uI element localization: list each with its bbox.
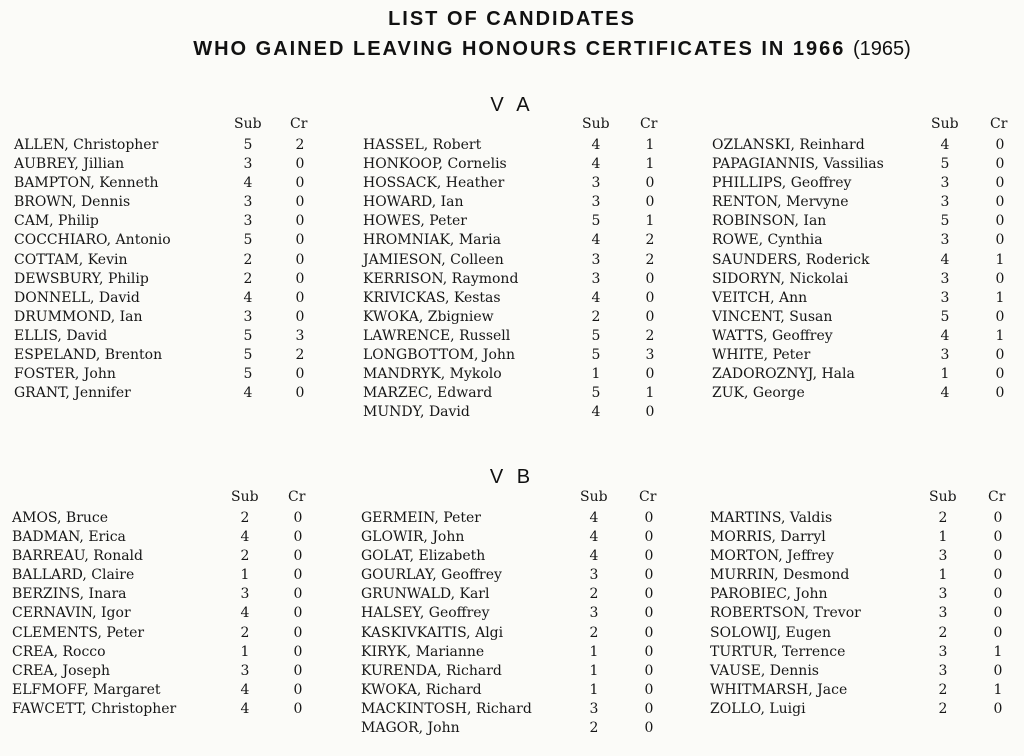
sub-count: 1: [240, 643, 250, 660]
sub-count: 3: [589, 605, 599, 622]
cr-count: 0: [995, 366, 1005, 383]
candidate-name: ZADOROZNYJ, Hala: [712, 366, 855, 383]
candidate-name: ELLIS, David: [14, 327, 108, 344]
candidate-name: BROWN, Dennis: [14, 194, 131, 211]
sub-count: 2: [591, 308, 601, 325]
sub-count: 5: [940, 156, 950, 173]
section-label-vb: V B: [489, 466, 535, 488]
sub-count: 4: [589, 548, 599, 565]
cr-count: 0: [645, 270, 655, 287]
cr-count: 1: [645, 137, 655, 153]
sub-count: 3: [589, 567, 599, 584]
cr-count: 0: [293, 662, 303, 679]
candidate-name: FAWCETT, Christopher: [12, 700, 177, 717]
cr-count: 0: [644, 510, 654, 526]
cr-count: 0: [293, 624, 303, 641]
candidate-name: GRUNWALD, Karl: [361, 586, 490, 603]
candidate-name: MUNDY, David: [363, 404, 470, 421]
sub-count: 1: [940, 366, 950, 383]
cr-count: 0: [995, 137, 1005, 153]
cr-count: 0: [993, 700, 1003, 717]
candidate-name: MARZEC, Edward: [363, 385, 493, 402]
candidate-name: VINCENT, Susan: [712, 308, 833, 325]
candidate-name: VAUSE, Dennis: [710, 662, 819, 679]
candidate-name: BARREAU, Ronald: [12, 548, 143, 565]
candidate-name: CREA, Joseph: [12, 662, 110, 679]
cr-count: 0: [295, 270, 305, 287]
cr-count: 0: [995, 270, 1005, 287]
candidate-name: WHITE, Peter: [712, 347, 811, 364]
candidate-name: HONKOOP, Cornelis: [363, 156, 507, 173]
sub-count: 4: [243, 289, 253, 306]
candidate-name: BAMPTON, Kenneth: [14, 175, 159, 192]
sub-count: 3: [940, 232, 950, 249]
sub-count: 4: [591, 137, 601, 153]
candidate-name: GOURLAY, Geoffrey: [361, 567, 502, 584]
cr-count: 0: [993, 567, 1003, 584]
sub-count: 3: [938, 548, 948, 565]
candidate-name: KWOKA, Richard: [361, 681, 482, 698]
cr-count: 0: [293, 643, 303, 660]
candidate-name: FOSTER, John: [14, 366, 116, 383]
document-title: LIST OF CANDIDATES: [388, 8, 636, 30]
candidate-name: BADMAN, Erica: [12, 529, 126, 546]
candidate-name: GOLAT, Elizabeth: [361, 548, 486, 565]
cr-count: 1: [645, 156, 655, 173]
candidate-name: KIRYK, Marianne: [361, 643, 485, 660]
sub-count: 2: [240, 624, 250, 641]
sub-count: 4: [240, 529, 250, 546]
sub-count: 1: [938, 567, 948, 584]
sub-count: 2: [243, 270, 253, 287]
cr-count: 0: [645, 308, 655, 325]
cr-count: 0: [995, 347, 1005, 364]
candidate-name: COCCHIARO, Antonio: [14, 232, 171, 249]
candidate-name: MAGOR, John: [361, 720, 460, 737]
candidate-name: DEWSBURY, Philip: [14, 270, 149, 287]
sub-count: 3: [940, 289, 950, 306]
sub-count: 2: [589, 720, 599, 737]
cr-count: 0: [995, 213, 1005, 230]
candidate-name: MURRIN, Desmond: [710, 567, 850, 584]
candidate-name: MARTINS, Valdis: [710, 510, 833, 526]
candidate-name: MANDRYK, Mykolo: [363, 366, 502, 383]
sub-header: Sub: [931, 116, 959, 132]
sub-count: 3: [243, 156, 253, 173]
candidate-name: GLOWIR, John: [361, 529, 465, 546]
cr-header: Cr: [640, 116, 658, 132]
candidate-name: CREA, Rocco: [12, 643, 106, 660]
sub-count: 1: [240, 567, 250, 584]
sub-count: 3: [243, 308, 253, 325]
cr-count: 0: [644, 605, 654, 622]
sub-count: 5: [243, 327, 253, 344]
section-label-va: V A: [490, 94, 534, 116]
sub-count: 3: [938, 586, 948, 603]
sub-count: 3: [240, 586, 250, 603]
cr-count: 0: [995, 232, 1005, 249]
candidate-name: MORTON, Jeffrey: [710, 548, 834, 565]
candidate-name: OZLANSKI, Reinhard: [712, 137, 865, 153]
sub-count: 2: [938, 624, 948, 641]
sub-count: 3: [591, 251, 601, 268]
cr-count: 0: [993, 510, 1003, 526]
cr-count: 0: [295, 289, 305, 306]
sub-count: 3: [591, 194, 601, 211]
sub-count: 3: [938, 605, 948, 622]
candidate-name: LONGBOTTOM, John: [363, 347, 515, 364]
cr-count: 0: [295, 308, 305, 325]
sub-count: 2: [240, 510, 250, 526]
sub-count: 2: [589, 624, 599, 641]
candidate-name: SAUNDERS, Roderick: [712, 251, 870, 268]
candidate-name: HOSSACK, Heather: [363, 175, 505, 192]
sub-count: 1: [589, 681, 599, 698]
sub-count: 5: [591, 385, 601, 402]
cr-count: 0: [645, 289, 655, 306]
candidate-name: KWOKA, Zbigniew: [363, 308, 494, 325]
cr-count: 1: [995, 289, 1005, 306]
candidate-name: CERNAVIN, Igor: [12, 605, 131, 622]
cr-count: 0: [993, 586, 1003, 603]
sub-count: 1: [589, 662, 599, 679]
sub-count: 4: [589, 529, 599, 546]
sub-count: 2: [938, 510, 948, 526]
sub-count: 3: [938, 643, 948, 660]
cr-count: 0: [644, 567, 654, 584]
cr-count: 0: [645, 175, 655, 192]
sub-count: 3: [940, 270, 950, 287]
candidate-name: KERRISON, Raymond: [363, 270, 519, 287]
sub-count: 5: [591, 347, 601, 364]
sub-count: 4: [940, 251, 950, 268]
candidate-name: JAMIESON, Colleen: [363, 251, 504, 268]
cr-count: 0: [644, 548, 654, 565]
sub-count: 5: [591, 327, 601, 344]
cr-count: 1: [645, 385, 655, 402]
candidate-name: HOWES, Peter: [363, 213, 467, 230]
cr-count: 0: [293, 700, 303, 717]
candidate-name: VEITCH, Ann: [712, 289, 808, 306]
cr-count: 0: [293, 567, 303, 584]
sub-count: 4: [240, 605, 250, 622]
cr-count: 0: [293, 605, 303, 622]
sub-header: Sub: [231, 489, 259, 505]
candidate-name: ROBERTSON, Trevor: [710, 605, 861, 622]
sub-header: Sub: [580, 489, 608, 505]
sub-count: 1: [591, 366, 601, 383]
sub-count: 4: [940, 385, 950, 402]
cr-count: 0: [995, 175, 1005, 192]
sub-count: 1: [938, 529, 948, 546]
candidate-name: AMOS, Bruce: [12, 510, 109, 526]
cr-count: 0: [995, 194, 1005, 211]
candidate-name: MORRIS, Darryl: [710, 529, 826, 546]
cr-count: 0: [995, 385, 1005, 402]
sub-count: 4: [591, 404, 601, 421]
candidate-name: PAROBIEC, John: [710, 586, 828, 603]
cr-header: Cr: [988, 489, 1006, 505]
cr-count: 0: [644, 662, 654, 679]
sub-header: Sub: [234, 116, 262, 132]
cr-count: 0: [644, 720, 654, 737]
year-note: (1965): [852, 38, 911, 60]
candidate-name: ZUK, George: [712, 385, 805, 402]
sub-count: 2: [589, 586, 599, 603]
cr-count: 0: [993, 529, 1003, 546]
candidate-name: CLEMENTS, Peter: [12, 624, 145, 641]
cr-count: 0: [293, 510, 303, 526]
cr-header: Cr: [990, 116, 1008, 132]
cr-count: 2: [645, 232, 655, 249]
sub-count: 3: [591, 270, 601, 287]
cr-count: 0: [293, 681, 303, 698]
sub-count: 3: [243, 194, 253, 211]
candidate-name: PHILLIPS, Geoffrey: [712, 175, 852, 192]
cr-count: 0: [295, 175, 305, 192]
sub-count: 4: [240, 681, 250, 698]
sub-count: 4: [591, 289, 601, 306]
sub-count: 3: [938, 662, 948, 679]
sub-count: 4: [591, 232, 601, 249]
sub-count: 5: [591, 213, 601, 230]
cr-count: 0: [644, 624, 654, 641]
sub-count: 2: [243, 251, 253, 268]
candidate-name: HASSEL, Robert: [363, 137, 482, 153]
sub-count: 5: [243, 366, 253, 383]
candidate-name: GRANT, Jennifer: [14, 385, 131, 402]
document-subtitle: [0, 38, 1024, 61]
sub-count: 5: [243, 137, 253, 153]
subtitle-text: WHO GAINED LEAVING HONOURS CERTIFICATES IN 1966: [193, 38, 846, 60]
cr-count: 0: [645, 194, 655, 211]
candidate-name: TURTUR, Terrence: [710, 643, 846, 660]
cr-header: Cr: [290, 116, 308, 132]
cr-count: 0: [644, 681, 654, 698]
sub-count: 2: [938, 700, 948, 717]
cr-count: 0: [295, 232, 305, 249]
sub-count: 4: [589, 510, 599, 526]
candidate-name: KASKIVKAITIS, Algi: [361, 624, 504, 641]
candidate-name: AUBREY, Jillian: [14, 156, 125, 173]
candidate-name: COTTAM, Kevin: [14, 251, 128, 268]
cr-count: 0: [645, 366, 655, 383]
sub-count: 4: [243, 385, 253, 402]
candidate-name: LAWRENCE, Russell: [363, 327, 511, 344]
cr-count: 0: [993, 662, 1003, 679]
sub-count: 3: [589, 700, 599, 717]
cr-count: 0: [993, 548, 1003, 565]
candidate-name: DONNELL, David: [14, 289, 140, 306]
cr-count: 1: [995, 327, 1005, 344]
sub-header: Sub: [582, 116, 610, 132]
sub-count: 5: [940, 308, 950, 325]
sub-count: 5: [243, 232, 253, 249]
candidate-name: ESPELAND, Brenton: [14, 347, 163, 364]
candidate-name: BALLARD, Claire: [12, 567, 135, 584]
cr-count: 0: [644, 586, 654, 603]
candidate-name: WATTS, Geoffrey: [712, 327, 833, 344]
candidate-name: SOLOWIJ, Eugen: [710, 624, 831, 641]
candidate-name: PAPAGIANNIS, Vassilias: [712, 156, 884, 173]
cr-count: 0: [644, 643, 654, 660]
candidate-name: WHITMARSH, Jace: [710, 681, 848, 698]
sub-count: 5: [940, 213, 950, 230]
sub-count: 2: [938, 681, 948, 698]
cr-count: 0: [293, 548, 303, 565]
sub-count: 3: [940, 347, 950, 364]
sub-count: 3: [591, 175, 601, 192]
cr-count: 2: [645, 327, 655, 344]
sub-count: 4: [240, 700, 250, 717]
sub-count: 4: [243, 175, 253, 192]
cr-header: Cr: [288, 489, 306, 505]
cr-count: 0: [993, 624, 1003, 641]
candidate-name: ELFMOFF, Margaret: [12, 681, 161, 698]
candidate-name: HOWARD, Ian: [363, 194, 464, 211]
cr-count: 0: [295, 366, 305, 383]
candidate-name: HROMNIAK, Maria: [363, 232, 502, 249]
sub-count: 3: [243, 213, 253, 230]
candidate-name: BERZINS, Inara: [12, 586, 127, 603]
cr-count: 2: [295, 347, 305, 364]
sub-count: 3: [940, 175, 950, 192]
cr-count: 3: [295, 327, 305, 344]
sub-count: 1: [589, 643, 599, 660]
cr-count: 3: [645, 347, 655, 364]
cr-count: 1: [993, 681, 1003, 698]
candidate-name: KURENDA, Richard: [361, 662, 502, 679]
candidate-name: KRIVICKAS, Kestas: [363, 289, 501, 306]
candidate-name: MACKINTOSH, Richard: [361, 700, 532, 717]
candidate-name: ROWE, Cynthia: [712, 232, 823, 249]
sub-header: Sub: [929, 489, 957, 505]
candidate-name: ZOLLO, Luigi: [710, 700, 806, 717]
candidate-name: CAM, Philip: [14, 213, 99, 230]
candidate-name: GERMEIN, Peter: [361, 510, 481, 526]
sub-count: 3: [240, 662, 250, 679]
cr-count: 0: [645, 404, 655, 421]
cr-count: 1: [993, 643, 1003, 660]
candidate-name: ALLEN, Christopher: [14, 137, 159, 153]
sub-count: 2: [240, 548, 250, 565]
cr-count: 0: [993, 605, 1003, 622]
cr-count: 0: [295, 385, 305, 402]
sub-count: 4: [591, 156, 601, 173]
cr-count: 0: [295, 251, 305, 268]
sub-count: 3: [940, 194, 950, 211]
cr-count: 0: [295, 194, 305, 211]
candidate-name: SIDORYN, Nickolai: [712, 270, 849, 287]
cr-count: 0: [995, 308, 1005, 325]
cr-count: 0: [995, 156, 1005, 173]
candidate-name: RENTON, Mervyne: [712, 194, 849, 211]
cr-header: Cr: [639, 489, 657, 505]
sub-count: 5: [243, 347, 253, 364]
cr-count: 0: [644, 700, 654, 717]
sub-count: 4: [940, 137, 950, 153]
candidate-name: ROBINSON, Ian: [712, 213, 827, 230]
candidate-name: DRUMMOND, Ian: [14, 308, 143, 325]
cr-count: 2: [645, 251, 655, 268]
cr-count: 0: [295, 213, 305, 230]
cr-count: 1: [995, 251, 1005, 268]
sub-count: 4: [940, 327, 950, 344]
cr-count: 0: [644, 529, 654, 546]
cr-count: 0: [293, 586, 303, 603]
cr-count: 1: [645, 213, 655, 230]
cr-count: 0: [293, 529, 303, 546]
candidate-name: HALSEY, Geoffrey: [361, 605, 490, 622]
cr-count: 2: [295, 137, 305, 153]
cr-count: 0: [295, 156, 305, 173]
